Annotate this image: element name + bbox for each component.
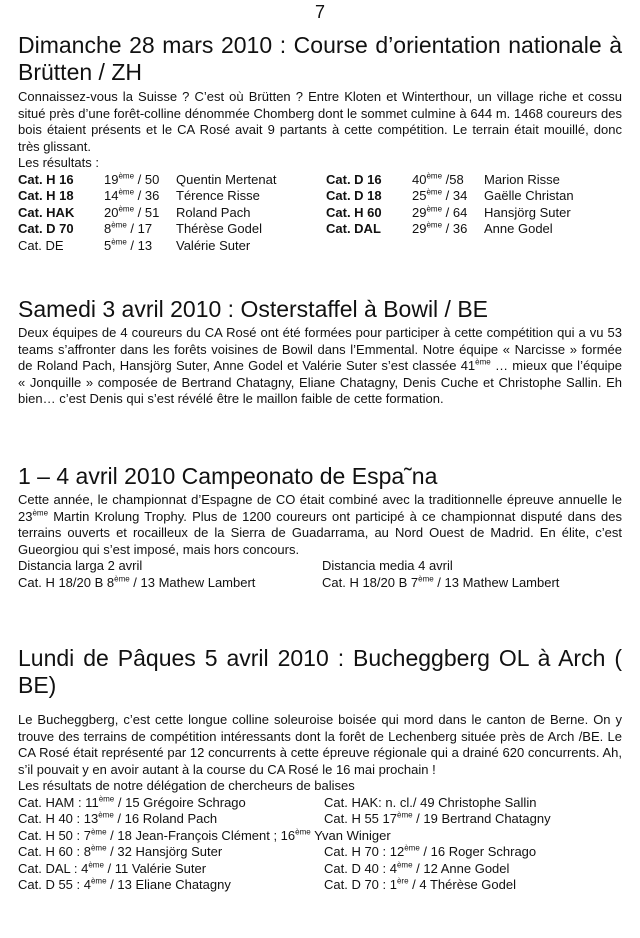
result-name: Térence Risse [176,188,260,204]
section-body: Le Bucheggberg, c’est cette longue colline soleuroise boisée qui mord dans le canton de Berne. On y trouve des terrains de compétition intéressants dont la forêt de Lechenberg située près de Arch /BE. Le CA Rosé était représenté par 12 concurrents à cette épreuve régionale qui a drainé 620 concurrents. Ah, s’il pouvait y en avoir autant à la course du CA Rosé le 16 mai prochain ! [18,712,622,777]
result-category: Cat. D 70 [18,221,74,237]
result-rank [104,172,168,189]
result-category: Cat. H 60 [326,204,382,220]
result-name: Hansjörg Suter [484,204,571,220]
result-text: Cat. D 40 : 4 [324,860,397,876]
rank-number: 5 [104,237,112,253]
section-campeonato [18,463,622,591]
result-name: Quentin Mertenat [176,171,277,187]
result-left [18,828,295,845]
result-right [295,828,391,845]
result-text: Cat. DAL : 4 [18,860,89,876]
result-text: Cat. HAK: n. cl./ 49 Christophe Sallin [324,794,537,810]
result-text: Cat. HAM : 11 [18,794,99,810]
body-text: Deux équipes de 4 coureurs du CA Rosé ont été formées pour participer à cette compétition qui a vu 53 teams s’affronter dans les forêts voisines de Bowil dans l’Emmental. Notre équipe « Narcisse » formée de Roland Pach, Hansjörg Suter, Anne Godel et Valérie Suter s’est classée 41 [18,325,622,373]
result-text: / 19 Bertrand Chatagny [412,811,551,827]
result-right [324,861,509,878]
superscript: ème [88,860,104,870]
distance-heads [18,558,622,575]
distance-results [18,575,622,592]
result-rank [412,172,476,189]
results-right [326,172,574,255]
superscript: ème [114,574,130,584]
result-right [324,811,551,828]
result-text: Yvan Winiger [310,827,391,843]
result-name: Roland Pach [176,204,251,220]
result-text: Cat. H 70 : 12 [324,844,405,860]
result-text: Cat. D 70 : 1 [324,877,397,893]
page-number: 7 [314,2,325,22]
body-text: … mieux que l’équipe « Jonquille » composée de Bertrand Chatagny, Eliane Chatagny, Denis Cuche et Christophe Sallin. Eh bien… c’est Denis qui s’est révélé être le maillon faible de cette formation. [18,358,622,406]
result-row [18,795,622,812]
rank-number: 14 [104,188,119,204]
section-title: 1 – 4 avril 2010 Campeonato de Espa˜na [18,463,438,489]
result-row [18,238,326,255]
result-text: / 16 Roger Schrago [419,844,537,860]
superscript: ème [396,860,413,870]
section-bucheggberg [18,645,622,894]
result-text: Cat. H 18/20 B 7 [322,574,419,590]
section-body: Connaissez-vous la Suisse ? C’est où Brütten ? Entre Kloten et Winterthour, un village riche et cossu situé près d’une forêt-colline dénommée Chomberg dont le sommet culmine à 644 m. 1468 coureurs des bois étaient présents et le CA Rosé avait 9 partants à cette compétition. Le terrain était mouillé, donc très glissant. [18,89,622,154]
result-category: Cat. D 18 [326,188,382,204]
superscript: ème [426,171,443,181]
distance-right-head: Distancia media 4 avril [322,558,453,573]
result-left [18,844,324,861]
rank-of: / 34 [442,188,468,204]
result-rank [412,188,476,205]
result-left [18,877,324,894]
result-text: Cat. H 55 17 [324,811,397,827]
body-text: Cette année, le championnat d’Espagne de CO était combiné avec la traditionnelle épreuve annuelle le 23 [18,492,622,524]
superscript: ème [90,827,107,837]
result-row [18,861,622,878]
result-text: / 13 Mathew Lambert [129,574,256,590]
superscript: ème [426,204,443,214]
result-rank [412,205,476,222]
result-rank [104,188,168,205]
result-text: Cat. H 40 : 13 [18,811,99,827]
result-category: Cat. H 18 [18,188,74,204]
section-title: Lundi de Pâques 5 avril 2010 : Bucheggberg OL à Arch ( BE) [18,645,622,698]
result-category: Cat. D 16 [326,171,382,187]
superscript: ème [90,843,107,853]
rank-of: / 17 [126,221,153,237]
rank-of: / 64 [442,204,468,220]
result-row [18,877,622,894]
distance-left-result [18,575,318,592]
result-left [18,861,324,878]
result-text: Cat. H 60 : 8 [18,844,91,860]
result-row [326,205,574,222]
rank-number: 40 [412,171,427,187]
superscript: ème [118,187,135,197]
body-text: Martin Krolung Trophy. Plus de 1200 coureurs ont participé à ce championnat disputé dans des terrains ouverts et rocailleux de la Sierra de Guadarrama, au Nord Ouest de Madrid. En élite, c’est Gueorgiou qui s’est imposé, mais hors concours. [18,508,622,557]
superscript: ème [404,843,420,853]
rank-of: / 36 [134,188,160,204]
section-title: Samedi 3 avril 2010 : Osterstaffel à Bowil / BE [18,296,489,322]
result-row [18,811,622,828]
rank-number: 8 [104,221,112,237]
result-text: Cat. H 50 : 7 [18,827,91,843]
result-row [18,188,326,205]
results-left [18,172,326,255]
result-category: Cat. H 16 [18,171,74,187]
rank-of: / 36 [442,221,468,237]
result-row [326,172,574,189]
result-row [18,205,326,222]
rank-number: 29 [412,221,427,237]
rank-of: /58 [442,171,464,187]
result-rank [104,205,168,222]
results-table [18,795,622,895]
result-name: Valérie Suter [176,237,251,253]
result-text: Cat. D 55 : 4 [18,877,91,893]
superscript: ème [111,237,127,247]
superscript: ème [397,810,413,820]
superscript: ème [418,574,434,584]
section-body [18,325,622,408]
result-name: Thérèse Godel [176,221,262,237]
result-text: / 32 Hansjörg Suter [106,844,223,860]
superscript: ème [98,810,114,820]
rank-number: 25 [412,188,427,204]
result-left [18,811,324,828]
result-right [324,877,516,894]
superscript: ème [426,187,443,197]
distance-right-result [322,575,622,592]
result-row [326,188,574,205]
result-text: / 11 Valérie Suter [103,860,207,876]
rank-of: / 13 [126,237,153,253]
superscript: ère [396,877,409,887]
result-text: / 18 Jean-François Clément ; 16 [106,827,296,843]
results-label: Les résultats : [18,155,99,170]
section-title: Dimanche 28 mars 2010 : Course d’orientation nationale à Brütten / ZH [18,32,622,85]
result-category: Cat. HAK [18,204,75,220]
superscript: ème [111,220,127,230]
rank-number: 20 [104,204,119,220]
result-category: Cat. DAL [326,221,381,237]
result-name: Anne Godel [484,221,553,237]
results-table [18,172,622,255]
result-row [18,172,326,189]
superscript: ème [295,827,311,837]
superscript: ème [475,357,491,367]
result-row [18,844,622,861]
result-text: / 16 Roland Pach [113,811,218,827]
result-text: / 13 Eliane Chatagny [106,877,231,893]
result-text: Cat. H 18/20 B 8 [18,574,115,590]
result-rank [412,221,476,238]
result-name: Marion Risse [484,171,560,187]
superscript: ème [118,171,135,181]
results-label: Les résultats de notre délégation de chercheurs de balises [18,778,355,793]
superscript: ème [98,794,115,804]
superscript: ème [32,508,49,518]
result-text: / 4 Thérèse Godel [408,877,516,893]
result-text: / 12 Anne Godel [412,860,510,876]
result-rank [104,221,168,238]
superscript: ème [426,220,443,230]
result-right [324,795,536,812]
section-brutten [18,32,622,254]
rank-number: 29 [412,204,427,220]
section-body [18,492,622,558]
result-right [324,844,536,861]
section-osterstaffel [18,296,622,408]
result-text: / 13 Mathew Lambert [433,574,560,590]
superscript: ème [118,204,135,214]
result-name: Gaëlle Christan [484,188,574,204]
result-row [18,828,622,845]
result-left [18,795,324,812]
distance-left-head: Distancia larga 2 avril [18,558,143,573]
result-rank [104,238,168,255]
rank-of: / 50 [134,171,160,187]
result-text: / 15 Grégoire Schrago [114,794,246,810]
rank-of: / 51 [134,204,160,220]
superscript: ème [90,877,107,887]
rank-number: 19 [104,171,119,187]
result-row [18,221,326,238]
result-row [326,221,574,238]
result-category: Cat. DE [18,237,64,253]
